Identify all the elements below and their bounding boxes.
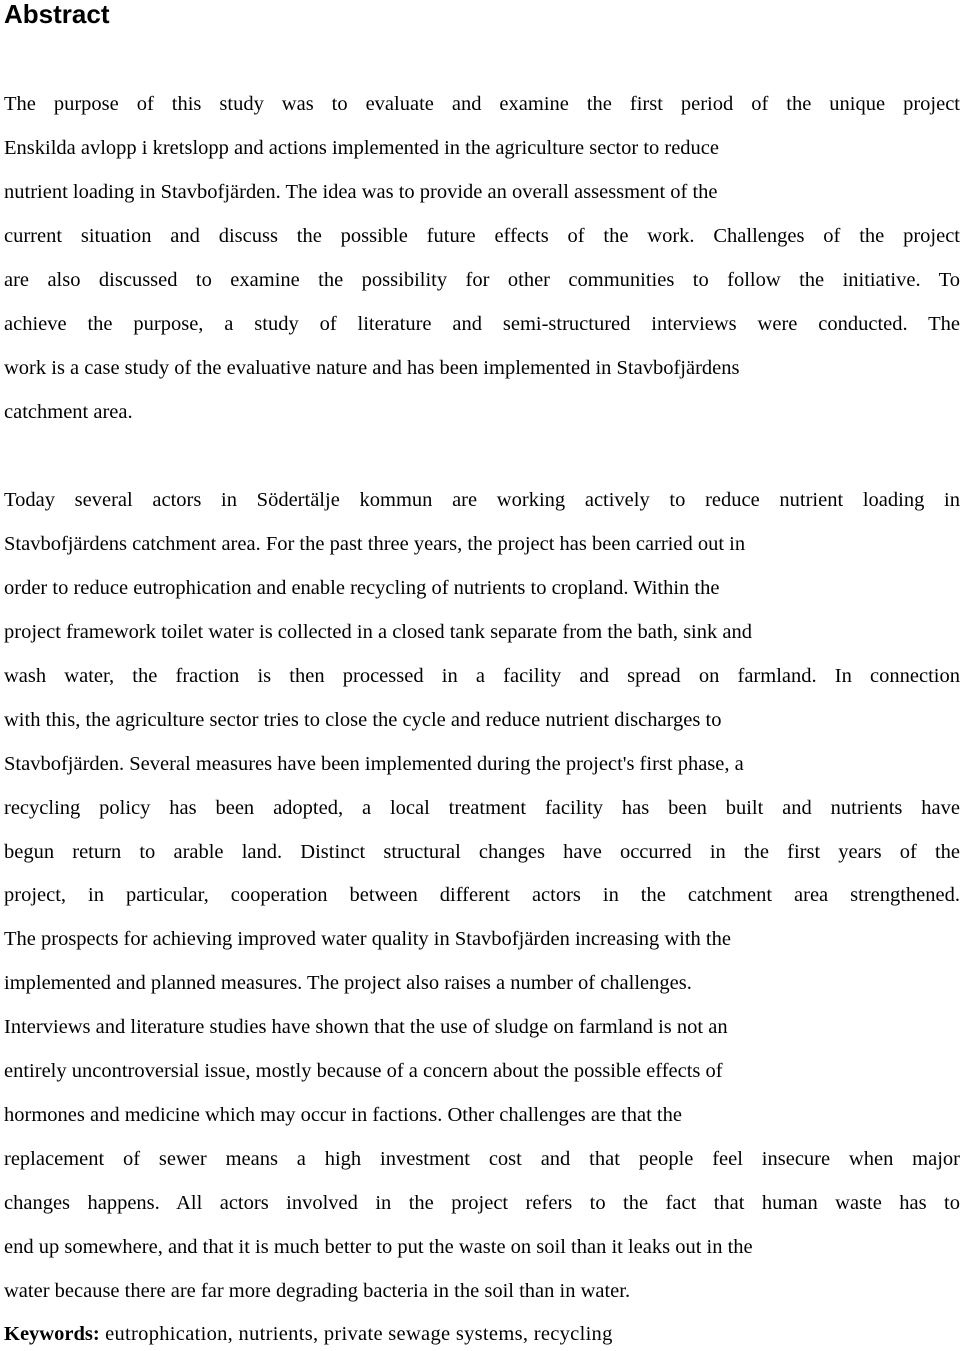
paragraph-line: The prospects for achieving improved water quality in Stavbofjärden increasing with the (4, 928, 731, 951)
paragraph-line: project framework toilet water is collected in a closed tank separate from the bath, sink and (4, 620, 752, 643)
paragraph-line: hormones and medicine which may occur in factions. Other challenges are that the (4, 1104, 682, 1127)
paragraph-line: changes happens. All actors involved in the project refers to the fact that human waste has to (4, 1192, 960, 1214)
paragraph-line: Stavbofjärdens catchment area. For the past three years, the project has been carried out in (4, 532, 746, 555)
paragraph-line: with this, the agriculture sector tries to close the cycle and reduce nutrient discharges to (4, 708, 722, 731)
paragraph-line: entirely uncontroversial issue, mostly because of a concern about the possible effects of (4, 1060, 723, 1083)
paragraph-line: catchment area. (4, 400, 133, 423)
paragraph-line: Enskilda avlopp i kretslopp and actions implemented in the agriculture sector to reduce (4, 136, 720, 159)
keywords-values: eutrophication, nutrients, private sewage systems, recycling (99, 1323, 613, 1345)
paragraph-line: Interviews and literature studies have shown that the use of sludge on farmland is not an (4, 1016, 728, 1039)
paragraph-line: implemented and planned measures. The project also raises a number of challenges. (4, 972, 692, 995)
paragraph-line: end up somewhere, and that it is much better to put the waste on soil than it leaks out in the (4, 1235, 753, 1258)
paragraph-line: water because there are far more degrading bacteria in the soil than in water. (4, 1279, 631, 1302)
paragraph-line: project, in particular, cooperation between different actors in the catchment area strengthened. (4, 884, 960, 907)
abstract-paragraph-1 (4, 83, 960, 435)
paragraph-line: achieve the purpose, a study of literature and semi-structured interviews were conducted. The (4, 312, 960, 335)
paragraph-line: Today several actors in Södertälje kommun are working actively to reduce nutrient loading in (4, 489, 960, 511)
abstract-heading: Abstract (4, 0, 110, 29)
paragraph-line: work is a case study of the evaluative nature and has been implemented in Stavbofjärdens (4, 356, 740, 379)
paragraph-line: order to reduce eutrophication and enable recycling of nutrients to cropland. Within the (4, 576, 720, 599)
paragraph-line: are also discussed to examine the possibility for other communities to follow the initiative. To (4, 268, 960, 291)
paragraph-line: recycling policy has been adopted, a local treatment facility has been built and nutrients have (4, 796, 960, 819)
paragraph-line: Stavbofjärden. Several measures have been implemented during the project's first phase, a (4, 752, 744, 775)
abstract-paragraph-2 (4, 479, 960, 1314)
paragraph-line: The purpose of this study was to evaluate and examine the first period of the unique project (4, 93, 960, 115)
paragraph-line: begun return to arable land. Distinct structural changes have occurred in the first years of the (4, 840, 960, 863)
paragraph-line: wash water, the fraction is then processed in a facility and spread on farmland. In connection (4, 664, 960, 687)
keywords-line (4, 1320, 613, 1348)
paragraph-line: current situation and discuss the possible future effects of the work. Challenges of the project (4, 224, 960, 247)
paragraph-line: replacement of sewer means a high investment cost and that people feel insecure when major (4, 1148, 960, 1171)
keywords-label: Keywords: (4, 1323, 100, 1345)
paragraph-line: nutrient loading in Stavbofjärden. The idea was to provide an overall assessment of the (4, 180, 718, 203)
